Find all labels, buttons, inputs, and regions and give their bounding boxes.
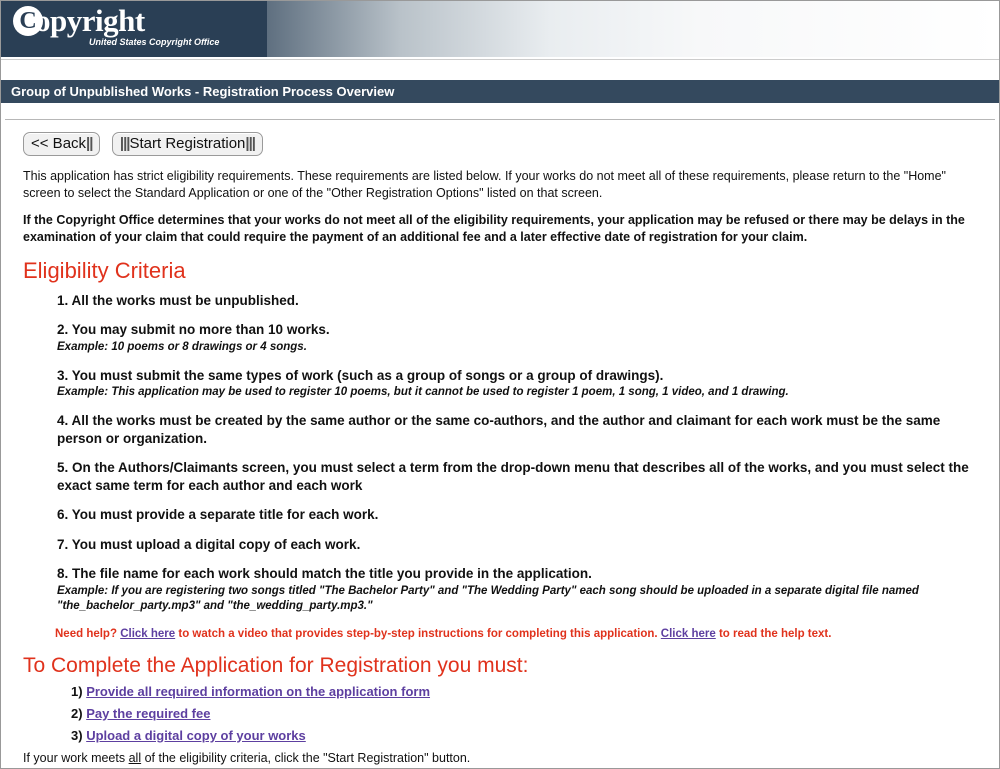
start-registration-button[interactable] [112, 132, 263, 156]
start-bars-left-icon: ||| [119, 135, 130, 152]
main-content [1, 120, 999, 765]
closing-emphasis: all [128, 750, 142, 765]
copyright-logo [9, 3, 259, 53]
logo-c-badge-icon: C [13, 6, 43, 36]
titlebar-spacer [1, 103, 999, 119]
back-button-bars-icon: || [86, 135, 93, 152]
criteria-item [57, 321, 979, 354]
help-prefix: Need help? [55, 627, 121, 640]
criteria-item [57, 412, 979, 447]
criteria-text: You must submit the same types of work (such as a group of songs or a group of drawings). [71, 367, 664, 383]
toolbar [23, 132, 979, 156]
eligibility-criteria-list [23, 292, 979, 614]
criteria-item [57, 292, 979, 310]
step-link-upload-copy[interactable]: Upload a digital copy of your works [86, 727, 306, 743]
logo-subtitle: United States Copyright Office [89, 37, 220, 47]
criteria-text: You must provide a separate title for each work. [71, 507, 379, 523]
step-link-pay-fee[interactable]: Pay the required fee [86, 705, 211, 721]
help-video-link[interactable]: Click here [120, 627, 176, 640]
intro-paragraph: This application has strict eligibility requirements. These requirements are listed below. If your works do not meet all of these requirements, please return to the "Home" screen to select the Standard Application or one of the "Other Registration Options" listed on that screen. [23, 169, 946, 200]
criteria-item [57, 459, 979, 494]
criteria-example: Example: This application may be used to register 10 poems, but it cannot be used to register 1 poem, 1 song, 1 video, and 1 drawing. [57, 386, 789, 399]
masthead-divider [1, 57, 999, 60]
page-title: Group of Unpublished Works - Registration Process Overview [1, 80, 999, 103]
closing-line [23, 751, 979, 765]
criteria-text: You may submit no more than 10 works. [71, 322, 330, 338]
list-item [71, 728, 979, 743]
start-registration-label: Start Registration [129, 135, 246, 152]
back-button-label: << Back [31, 135, 87, 152]
closing-suffix: of the eligibility criteria, click the "Start Registration" button. [141, 750, 471, 765]
criteria-text: The file name for each work should match the title you provide in the application. [72, 566, 592, 582]
completion-steps-list [23, 684, 979, 743]
criteria-text: All the works must be created by the same author or the same co-authors, and the author and claimant for each work must be the same person or organization. [57, 413, 941, 446]
site-masthead [1, 1, 999, 57]
eligibility-heading: Eligibility Criteria [23, 257, 186, 283]
back-button[interactable] [23, 132, 100, 156]
intro-warning: If the Copyright Office determines that your works do not meet all of the eligibility requirements, your application may be refused or there may be delays in the examination of your claim that could require the payment of an additional fee and a later effective date of registration for your claim. [23, 212, 965, 244]
help-middle: to watch a video that provides step-by-step instructions for completing this application. [175, 627, 661, 640]
help-text-link[interactable]: Click here [660, 627, 716, 640]
list-item [71, 684, 979, 699]
closing-prefix: If your work meets [23, 750, 129, 765]
help-suffix: to read the help text. [715, 627, 832, 640]
complete-heading: To Complete the Application for Registration you must: [23, 653, 529, 677]
criteria-item [57, 367, 979, 400]
criteria-item [57, 565, 979, 613]
criteria-text: On the Authors/Claimants screen, you must select a term from the drop-down menu that describes all of the works, and you must select the exact same term for each author and each work [57, 460, 969, 493]
criteria-text: All the works must be unpublished. [71, 292, 299, 308]
logo-wordmark: opyright [35, 3, 145, 38]
criteria-item [57, 536, 979, 554]
list-item [71, 706, 979, 721]
criteria-example: Example: If you are registering two songs titled "The Bachelor Party" and "The Wedding Party" each song should be uploaded in a separate digital file named "the_bachelor_party.mp3" and "the_wedding_party.mp3." [57, 584, 919, 612]
criteria-example: Example: 10 poems or 8 drawings or 4 songs. [57, 340, 307, 353]
criteria-text: You must upload a digital copy of each work. [71, 536, 361, 552]
help-line [55, 628, 979, 640]
criteria-item [57, 506, 979, 524]
start-bars-right-icon: ||| [245, 135, 255, 152]
step-link-provide-info[interactable]: Provide all required information on the application form [86, 683, 431, 699]
